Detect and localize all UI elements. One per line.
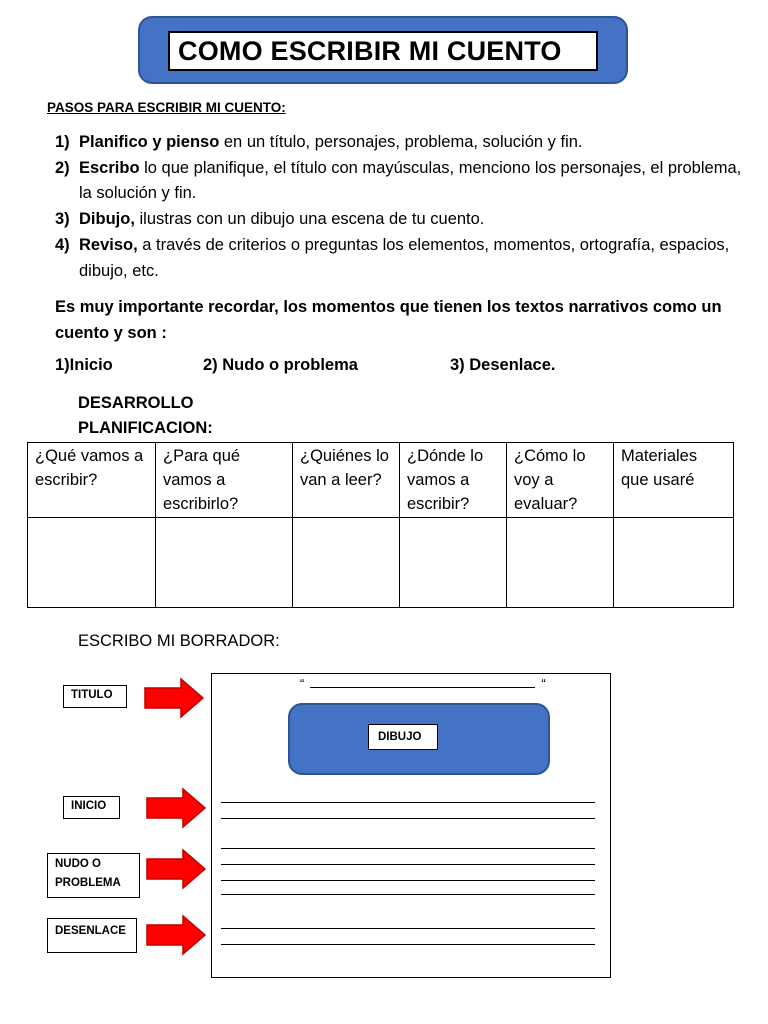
steps-list [55, 130, 745, 284]
step-item [55, 233, 745, 284]
table-header-cell: ¿Cómo lo voy a evaluar? [507, 443, 614, 518]
step-item [55, 156, 745, 207]
page-title: COMO ESCRIBIR MI CUENTO [168, 31, 598, 71]
draft-heading: ESCRIBO MI BORRADOR: [78, 632, 280, 650]
writing-line[interactable] [221, 894, 595, 895]
close-quote: “ [541, 676, 546, 691]
step-text: ilustras con un dibujo una escena de tu cuento. [134, 210, 485, 229]
step-text: lo que planifique, el título con mayúsculas, menciono los personajes, el problema, la solución y fin. [79, 158, 742, 203]
arrow-right-icon [145, 787, 207, 829]
writing-line[interactable] [221, 802, 595, 803]
arrow-right-icon [145, 914, 207, 956]
development-heading [78, 391, 213, 441]
planning-label: PLANIFICACION: [78, 419, 213, 437]
title-blank[interactable] [300, 676, 546, 691]
writing-line[interactable] [221, 818, 595, 819]
step-keyword: Planifico y pienso [79, 133, 220, 151]
step-keyword: Dibujo, [79, 210, 135, 229]
writing-line[interactable] [221, 944, 595, 945]
table-header-cell: ¿Quiénes lo van a leer? [293, 443, 400, 518]
answer-cell[interactable] [400, 518, 507, 608]
answer-cell[interactable] [293, 518, 400, 608]
answer-cell[interactable] [28, 518, 156, 608]
step-number: 4) [55, 235, 70, 254]
steps-heading: PASOS PARA ESCRIBIR MI CUENTO: [47, 100, 286, 115]
step-keyword: Reviso, [79, 235, 138, 254]
label-nudo: NUDO O PROBLEMA [47, 853, 140, 898]
arrow-right-icon [145, 848, 207, 890]
label-inicio: INICIO [63, 796, 120, 819]
open-quote: “ [300, 676, 305, 691]
writing-line[interactable] [221, 928, 595, 929]
label-titulo: TITULO [63, 685, 127, 708]
step-item [55, 130, 745, 156]
table-header-row [28, 443, 734, 518]
important-note: Es muy importante recordar, los momentos que tienen los textos narrativos como un cuento y son : [55, 298, 722, 342]
table-header-cell: Materiales que usaré [614, 443, 734, 518]
step-number: 2) [55, 158, 70, 177]
moment-desenlace: 3) Desenlace. [450, 356, 556, 374]
writing-line[interactable] [221, 864, 595, 865]
answer-cell[interactable] [507, 518, 614, 608]
development-label: DESARROLLO [78, 394, 194, 412]
planning-table [27, 442, 734, 608]
step-number: 1) [55, 133, 70, 151]
step-item [55, 207, 745, 233]
title-blank-line [310, 676, 535, 688]
step-number: 3) [55, 210, 70, 229]
table-header-cell: ¿Para qué vamos a escribirlo? [156, 443, 293, 518]
arrow-right-icon [143, 677, 205, 719]
writing-line[interactable] [221, 880, 595, 881]
table-header-cell: ¿Dónde lo vamos a escribir? [400, 443, 507, 518]
moment-inicio: 1)Inicio [55, 356, 113, 374]
table-header-cell: ¿Qué vamos a escribir? [28, 443, 156, 518]
drawing-label: DIBUJO [368, 724, 438, 750]
writing-line[interactable] [221, 848, 595, 849]
step-keyword: Escribo [79, 158, 140, 177]
answer-cell[interactable] [156, 518, 293, 608]
moment-nudo: 2) Nudo o problema [203, 356, 358, 374]
table-answer-row [28, 518, 734, 608]
label-desenlace: DESENLACE [47, 918, 137, 953]
step-text: a través de criterios o preguntas los elementos, momentos, ortografía, espacios, dibujo, etc. [79, 235, 730, 280]
answer-cell[interactable] [614, 518, 734, 608]
step-text: en un título, personajes, problema, solución y fin. [219, 133, 583, 151]
